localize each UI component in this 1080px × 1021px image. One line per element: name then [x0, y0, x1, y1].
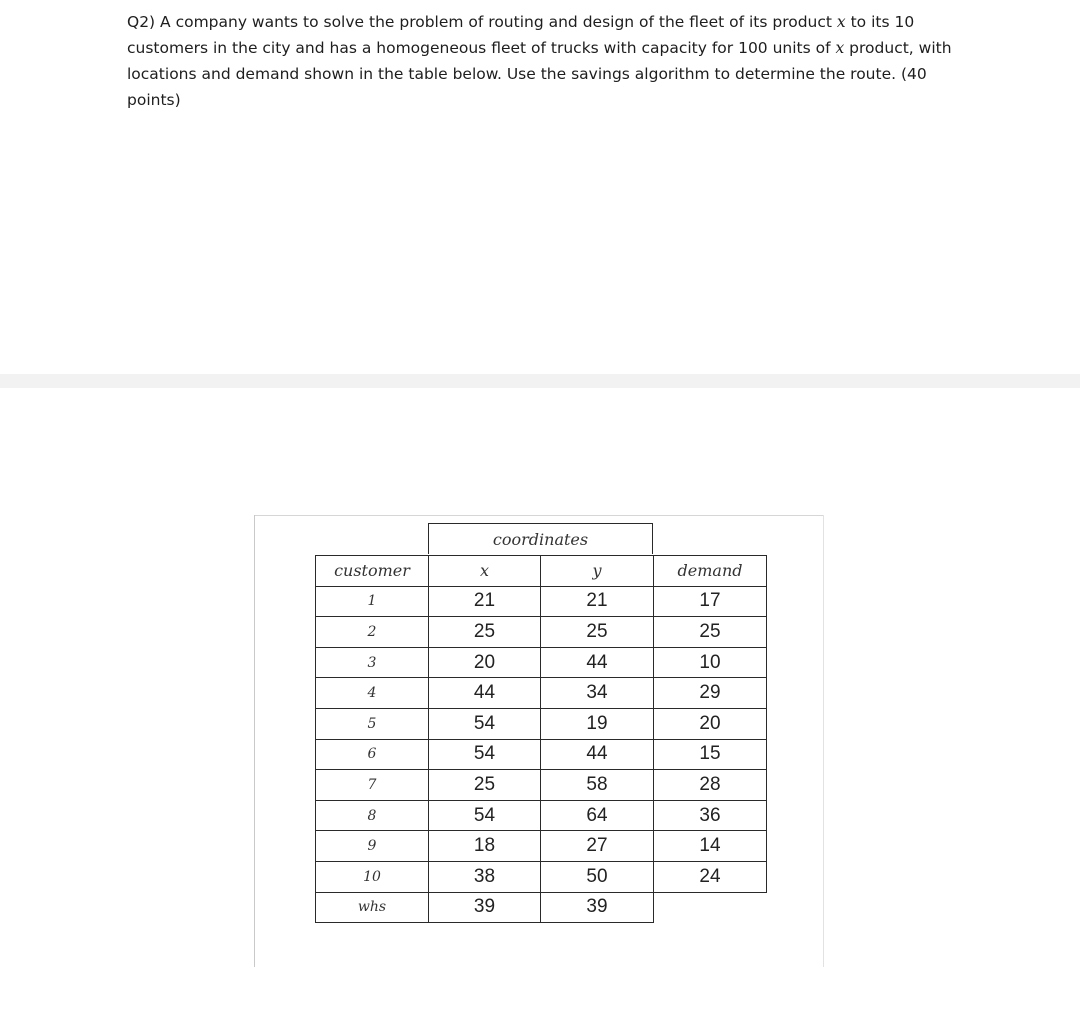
table-header-row	[316, 556, 767, 587]
x-cell: 20	[429, 647, 541, 678]
x-cell: 54	[429, 708, 541, 739]
table-row	[316, 708, 767, 739]
y-cell: 58	[541, 770, 654, 801]
customer-cell: 9	[316, 831, 429, 862]
table-row	[316, 770, 767, 801]
customer-cell: 8	[316, 800, 429, 831]
table-row	[316, 678, 767, 709]
x-cell: 44	[429, 678, 541, 709]
demand-cell: 17	[654, 586, 767, 617]
demand-cell: 10	[654, 647, 767, 678]
y-cell: 34	[541, 678, 654, 709]
customer-cell: 6	[316, 739, 429, 770]
y-cell: 27	[541, 831, 654, 862]
y-cell: 21	[541, 586, 654, 617]
customer-data-table	[315, 555, 767, 923]
x-cell: 54	[429, 739, 541, 770]
section-separator	[0, 374, 1080, 388]
table-row	[316, 586, 767, 617]
demand-cell: 28	[654, 770, 767, 801]
table-row	[316, 647, 767, 678]
table-row	[316, 831, 767, 862]
demand-cell: 20	[654, 708, 767, 739]
question-part-2: to its 10 customers in the city and has a homogeneous fleet of trucks with capacity for 100 units of	[127, 13, 915, 57]
y-cell: 50	[541, 861, 654, 892]
demand-cell: 36	[654, 800, 767, 831]
product-variable: x	[836, 13, 846, 31]
customer-cell: 7	[316, 770, 429, 801]
demand-cell: 24	[654, 861, 767, 892]
question-text	[127, 9, 967, 113]
customer-cell: 4	[316, 678, 429, 709]
x-column-header: x	[429, 556, 541, 587]
y-cell: 19	[541, 708, 654, 739]
demand-cell: 14	[654, 831, 767, 862]
customer-cell: 5	[316, 708, 429, 739]
x-cell: 21	[429, 586, 541, 617]
table-row	[316, 617, 767, 648]
y-cell: 44	[541, 739, 654, 770]
demand-cell: 15	[654, 739, 767, 770]
customer-cell: 1	[316, 586, 429, 617]
y-cell: 25	[541, 617, 654, 648]
x-cell: 25	[429, 770, 541, 801]
x-cell: 54	[429, 800, 541, 831]
x-cell: 25	[429, 617, 541, 648]
empty-cell	[654, 892, 767, 923]
demand-cell: 25	[654, 617, 767, 648]
product-variable: x	[835, 39, 845, 57]
demand-column-header: demand	[654, 556, 767, 587]
customer-cell: 10	[316, 861, 429, 892]
question-part-3: product, with locations and demand shown in the table below. Use the savings algorithm to determine the route. (40 points)	[127, 39, 952, 109]
y-cell: 64	[541, 800, 654, 831]
warehouse-row	[316, 892, 767, 923]
demand-cell: 29	[654, 678, 767, 709]
customer-cell: 3	[316, 647, 429, 678]
x-cell: 18	[429, 831, 541, 862]
y-cell: 39	[541, 892, 654, 923]
warehouse-cell: whs	[316, 892, 429, 923]
x-cell: 39	[429, 892, 541, 923]
question-part-1: Q2) A company wants to solve the problem of routing and design of the fleet of its product	[127, 13, 837, 31]
table-row	[316, 800, 767, 831]
coordinates-group-header: coordinates	[428, 523, 653, 554]
customer-column-header: customer	[316, 556, 429, 587]
y-cell: 44	[541, 647, 654, 678]
table-row	[316, 739, 767, 770]
y-column-header: y	[541, 556, 654, 587]
x-cell: 38	[429, 861, 541, 892]
customer-cell: 2	[316, 617, 429, 648]
table-row	[316, 861, 767, 892]
